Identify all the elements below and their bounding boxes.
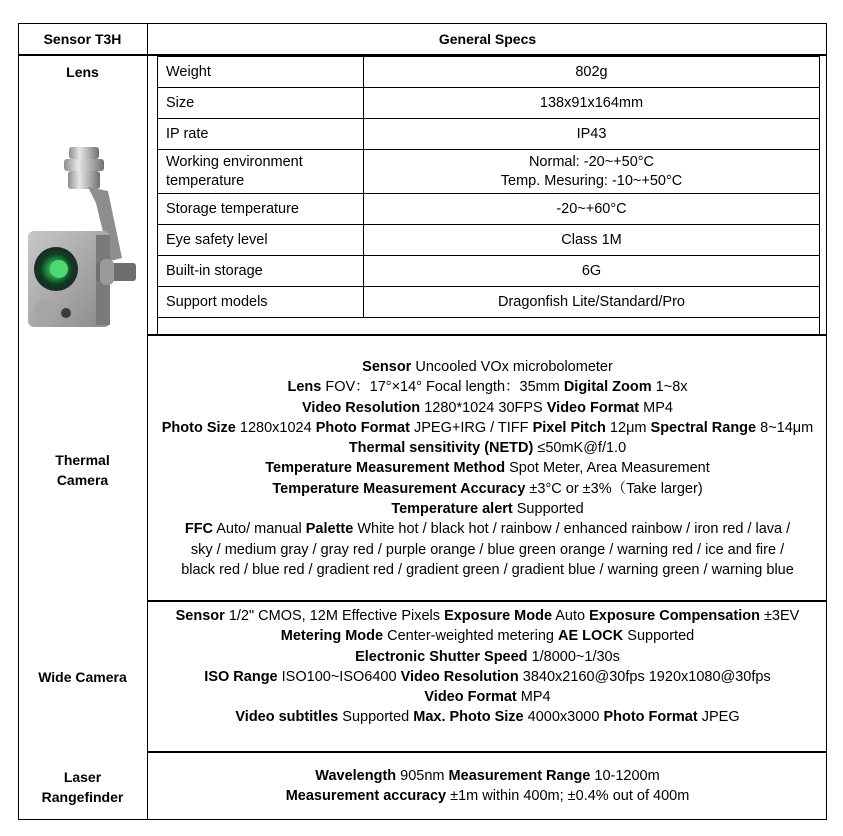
table-row (158, 256, 820, 287)
label-line: Rangefinder (41, 789, 124, 805)
section-label-thermal-camera (18, 450, 147, 490)
spec-value: 1/2" CMOS, 12M Effective Pixels (224, 608, 445, 624)
spec-value: ≤50mK@f/1.0 (533, 440, 627, 457)
label-line: Thermal (55, 452, 110, 468)
spec-value: 12μm (605, 419, 651, 436)
spec-value: JPEG (697, 709, 740, 726)
table-row (158, 57, 820, 88)
spec-label: Temperature alert (391, 501, 513, 518)
spec-label: Digital Zoom (563, 379, 652, 396)
section-divider (148, 334, 827, 336)
spec-value: Auto (552, 608, 590, 624)
table-row (158, 88, 820, 119)
spec-line (148, 786, 827, 806)
spec-value: ±3EV (759, 608, 800, 624)
spec-label: Temperature Measurement Method (265, 460, 506, 477)
spec-value: 3840x2160@30fps 1920x1080@30fps (518, 668, 771, 685)
spec-value: Auto/ manual (213, 521, 306, 538)
spec-value: Supported (623, 628, 695, 645)
spec-label: ISO Range (204, 668, 278, 685)
spec-line (148, 479, 827, 499)
spec-value: -20~+60°C (364, 194, 820, 225)
spec-label: Exposure Mode (444, 608, 553, 624)
spec-label: Video subtitles (235, 709, 339, 726)
spec-value: Dragonfish Lite/Standard/Pro (364, 287, 820, 318)
spec-label: Palette (305, 521, 354, 538)
spec-key: IP rate (158, 119, 364, 150)
spec-label: Video Format (424, 689, 517, 706)
spec-value: 4000x3000 (523, 709, 604, 726)
spec-value: ±1m within 400m; ±0.4% out of 400m (446, 788, 690, 805)
section-label-wide-camera: Wide Camera (38, 669, 127, 685)
spec-value: Class 1M (364, 225, 820, 256)
spec-key: Built-in storage (158, 256, 364, 287)
spec-line (148, 606, 827, 626)
spec-value: 138x91x164mm (364, 88, 820, 119)
section-divider (148, 600, 827, 602)
spec-value: 10-1200m (590, 768, 660, 784)
spec-label: Wavelength (315, 768, 397, 784)
spec-key: Storage temperature (158, 194, 364, 225)
spec-key: Eye safety level (158, 225, 364, 256)
spec-value: 1280*1024 30FPS (420, 399, 547, 416)
spec-value: MP4 (516, 689, 551, 706)
table-row (158, 194, 820, 225)
label-line: Camera (56, 472, 109, 488)
spec-value: 8~14μm (756, 419, 814, 436)
spec-key: Size (158, 88, 364, 119)
spec-line (148, 418, 827, 438)
table-row (158, 287, 820, 318)
spec-value: ±3°C or ±3%（Take larger) (525, 480, 703, 497)
spec-label: AE LOCK (558, 628, 624, 645)
spec-label: Max. Photo Size (413, 709, 524, 726)
spec-value: IP43 (364, 119, 820, 150)
general-specs-table (157, 56, 820, 318)
spec-value: 1/8000~1/30s (527, 648, 620, 665)
spec-key: Weight (158, 57, 364, 88)
spec-value (364, 150, 820, 194)
spec-line (148, 647, 827, 667)
spec-label: Metering Mode (280, 628, 384, 645)
thermal-camera-specs (148, 357, 827, 580)
spec-value: 802g (364, 57, 820, 88)
spec-label: Photo Format (603, 709, 698, 726)
spec-label: Exposure Compensation (589, 608, 760, 624)
spec-key: Support models (158, 287, 364, 318)
spec-value: Uncooled VOx microbolometer (411, 359, 613, 375)
spec-line (148, 398, 827, 418)
camera-gimbal-image (26, 143, 142, 333)
spec-line (148, 667, 827, 687)
spec-line (148, 560, 827, 580)
label-line: Laser (63, 769, 102, 785)
spec-label: Video Format (546, 399, 640, 416)
table-row (158, 119, 820, 150)
spec-line (148, 707, 827, 727)
spec-label: Photo Size (161, 419, 236, 436)
spec-line (148, 766, 827, 786)
spec-value: ISO100~ISO6400 (277, 668, 401, 685)
section-divider (148, 751, 827, 753)
spec-value-line: Normal: -20~+50°C (528, 153, 655, 170)
spec-label: Measurement Range (448, 768, 591, 784)
spec-label: Temperature Measurement Accuracy (272, 480, 526, 497)
spec-label: Photo Format (315, 419, 410, 436)
spec-line (148, 687, 827, 707)
section-label-lens: Lens (66, 64, 99, 80)
spec-label: Sensor (175, 608, 225, 624)
spec-line (148, 499, 827, 519)
spec-value: White hot / black hot / rainbow / enhanced rainbow / iron red / lava / (353, 521, 791, 538)
table-row (158, 150, 820, 194)
spec-value: FOV：17°×14° Focal length：35mm (321, 379, 564, 396)
spec-label: FFC (184, 521, 214, 538)
spec-line (148, 438, 827, 458)
header-general-specs: General Specs (438, 30, 537, 47)
table-row (158, 225, 820, 256)
spec-label: Video Resolution (302, 399, 421, 416)
spec-value: Spot Meter, Area Measurement (505, 460, 710, 477)
spec-value: 6G (364, 256, 820, 287)
spec-value: Center-weighted metering (383, 628, 558, 645)
wide-camera-specs (148, 606, 827, 728)
spec-key: Working environment temperature (158, 150, 364, 194)
spec-value: Supported (338, 709, 414, 726)
spec-label: Spectral Range (650, 419, 757, 436)
spec-line (148, 357, 827, 377)
spec-label: Pixel Pitch (532, 419, 606, 436)
section-label-laser-rangefinder (18, 767, 147, 807)
spec-label: Video Resolution (400, 668, 519, 685)
header-sensor-model: Sensor T3H (43, 30, 122, 47)
spec-value: Supported (512, 501, 584, 518)
spec-label: Electronic Shutter Speed (355, 648, 528, 665)
spec-value: sky / medium gray / gray red / purple orange / blue green orange / warning red / ice and fire / (190, 541, 785, 558)
spec-value: 1~8x (651, 379, 688, 396)
spec-value: black red / blue red / gradient red / gradient green / gradient blue / warning green / warning blue (181, 561, 794, 578)
spec-label: Thermal sensitivity (NETD) (348, 440, 534, 457)
spec-value: 1280x1024 (235, 419, 316, 436)
spec-line (148, 377, 827, 397)
spec-label: Sensor (362, 359, 412, 375)
spec-value: 905nm (396, 768, 449, 784)
spec-line (148, 458, 827, 478)
spec-value: MP4 (639, 399, 673, 416)
spec-label: Measurement accuracy (285, 788, 447, 805)
spec-label: Lens (287, 379, 322, 396)
spec-line (148, 540, 827, 560)
spec-value: JPEG+IRG / TIFF (409, 419, 533, 436)
spec-line (148, 626, 827, 646)
laser-rangefinder-specs (148, 766, 827, 807)
spec-line (148, 519, 827, 539)
spec-value-line: Temp. Mesuring: -10~+50°C (500, 172, 683, 189)
